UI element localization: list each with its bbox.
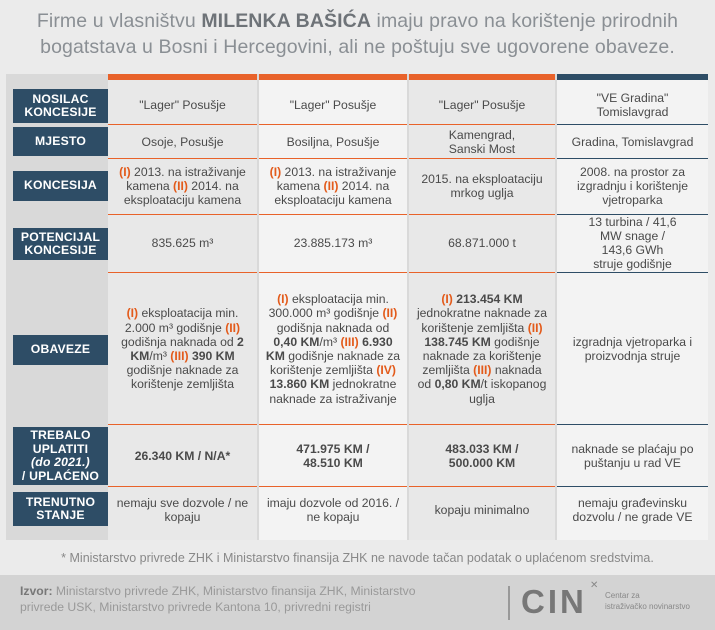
source-note: Izvor: Ministarstvo privrede ZHK, Ministarstvo finansija ZHK, Ministarstvo privrede USK, Ministarstvo privrede Kantona 10, privredni registri (20, 584, 416, 614)
cell-mjesto: Kamengrad, Sanski Most (448, 127, 516, 156)
cell-trenutno: nemaju građevinsku dozvolu / ne grade VE (572, 495, 693, 524)
row-label-trebalo: TREBALO UPLATITI (do 2021.) / UPLAĆENO (13, 427, 108, 485)
cin-logo-subtitle: Centar za istraživačko novinarstvo (605, 591, 690, 611)
cin-logo: CIN (521, 583, 587, 620)
cell-obaveze: izgradnja vjetroparka i proizvodnja struje (572, 334, 693, 363)
cell-mjesto: Gradina, Tomislavgrad (571, 134, 694, 149)
concessions-table (6, 74, 708, 540)
logo-divider (508, 586, 510, 620)
row-label-obaveze: OBAVEZE (13, 335, 108, 365)
cell-nosilac: "Lager" Posušje (289, 97, 377, 112)
cell-obaveze: (I) 213.454 KM jednokratne naknade za korištenje zemljišta (II) 138.745 KM godišnje naknade za korištenje zemljišta (III) naknada od 0,80 KM/t iskopanog uglja (416, 292, 548, 406)
row-label-potencijal: POTENCIJAL KONCESIJE (13, 228, 108, 260)
row-label-koncesija: KONCESIJA (13, 171, 108, 201)
column-3 (409, 74, 555, 540)
cell-koncesija: 2015. na eksploataciju mrkog uglja (421, 171, 543, 200)
cell-trebalo: 26.340 KM / N/A* (134, 448, 231, 463)
cell-koncesija: (I) 2013. na istraživanje kamena (II) 2014. na eksploataciju kamena (269, 164, 397, 208)
cell-trenutno: imaju dozvole od 2016. / ne kopaju (266, 495, 400, 524)
row-label-nosilac: NOSILAC KONCESIJE (13, 89, 108, 123)
column-1 (108, 74, 257, 540)
cell-mjesto: Osoje, Posušje (141, 134, 224, 149)
cell-potencijal: 68.871.000 t (448, 235, 516, 250)
cell-trenutno: kopaju minimalno (434, 502, 530, 517)
cell-potencijal: 13 turbina / 41,6 MW snage / 143,6 GWh struje godišnje (588, 214, 677, 272)
cell-trenutno: nemaju sve dozvole / ne kopaju (116, 495, 249, 524)
headline-name: MILENKA BAŠIĆA (201, 10, 372, 32)
cell-obaveze: (I) eksploatacija min. 2.000 m³ godišnje (II) godišnja naknada od 2 KM/m³ (III) 390 KM godišnje naknade za korištenje zemljišta (121, 306, 244, 392)
cell-obaveze: (I) eksploatacija min. 300.000 m³ godišnje (II) godišnja naknada od 0,40 KM/m³ (III) 6.930 KM godišnje naknade za korištenje zemljišta (IV) 13.860 KM jednokratne naknade za istraživanje (265, 292, 401, 406)
cell-potencijal: 835.625 m³ (151, 235, 214, 250)
logo-mark-icon: ✕ (590, 580, 599, 591)
cell-koncesija: (I) 2013. na istraživanje kamena (II) 2014. na eksploataciju kamena (119, 164, 246, 208)
column-4 (557, 74, 708, 540)
cell-trebalo: 471.975 KM / 48.510 KM (296, 441, 370, 470)
column-2 (259, 74, 407, 540)
cell-trebalo: naknade se plaćaju po puštanju u rad VE (571, 441, 694, 470)
cell-trebalo: 483.033 KM / 500.000 KM (445, 441, 519, 470)
cell-mjesto: Bosiljna, Posušje (286, 134, 380, 149)
footnote: * Ministarstvo privrede ZHK i Ministarstvo finansija ZHK ne navode tačan podatak o uplaćenom sredstvima. (61, 551, 654, 565)
cell-nosilac: "Lager" Posušje (139, 97, 226, 112)
row-label-mjesto: MJESTO (13, 127, 108, 156)
cell-potencijal: 23.885.173 m³ (293, 235, 373, 250)
cell-nosilac: "Lager" Posušje (438, 97, 526, 112)
cell-koncesija: 2008. na prostor za izgradnju i korištenje vjetroparka (576, 164, 689, 208)
cell-nosilac: "VE Gradina" Tomislavgrad (596, 90, 669, 119)
headline: Firme u vlasništvu MILENKA BAŠIĆA imaju pravo na korištenje prirodnih bogatstava u Bosni i Hercegovini, ali ne poštuju sve ugovorene obaveze. (36, 10, 679, 58)
row-label-trenutno: TRENUTNO STANJE (13, 492, 108, 526)
